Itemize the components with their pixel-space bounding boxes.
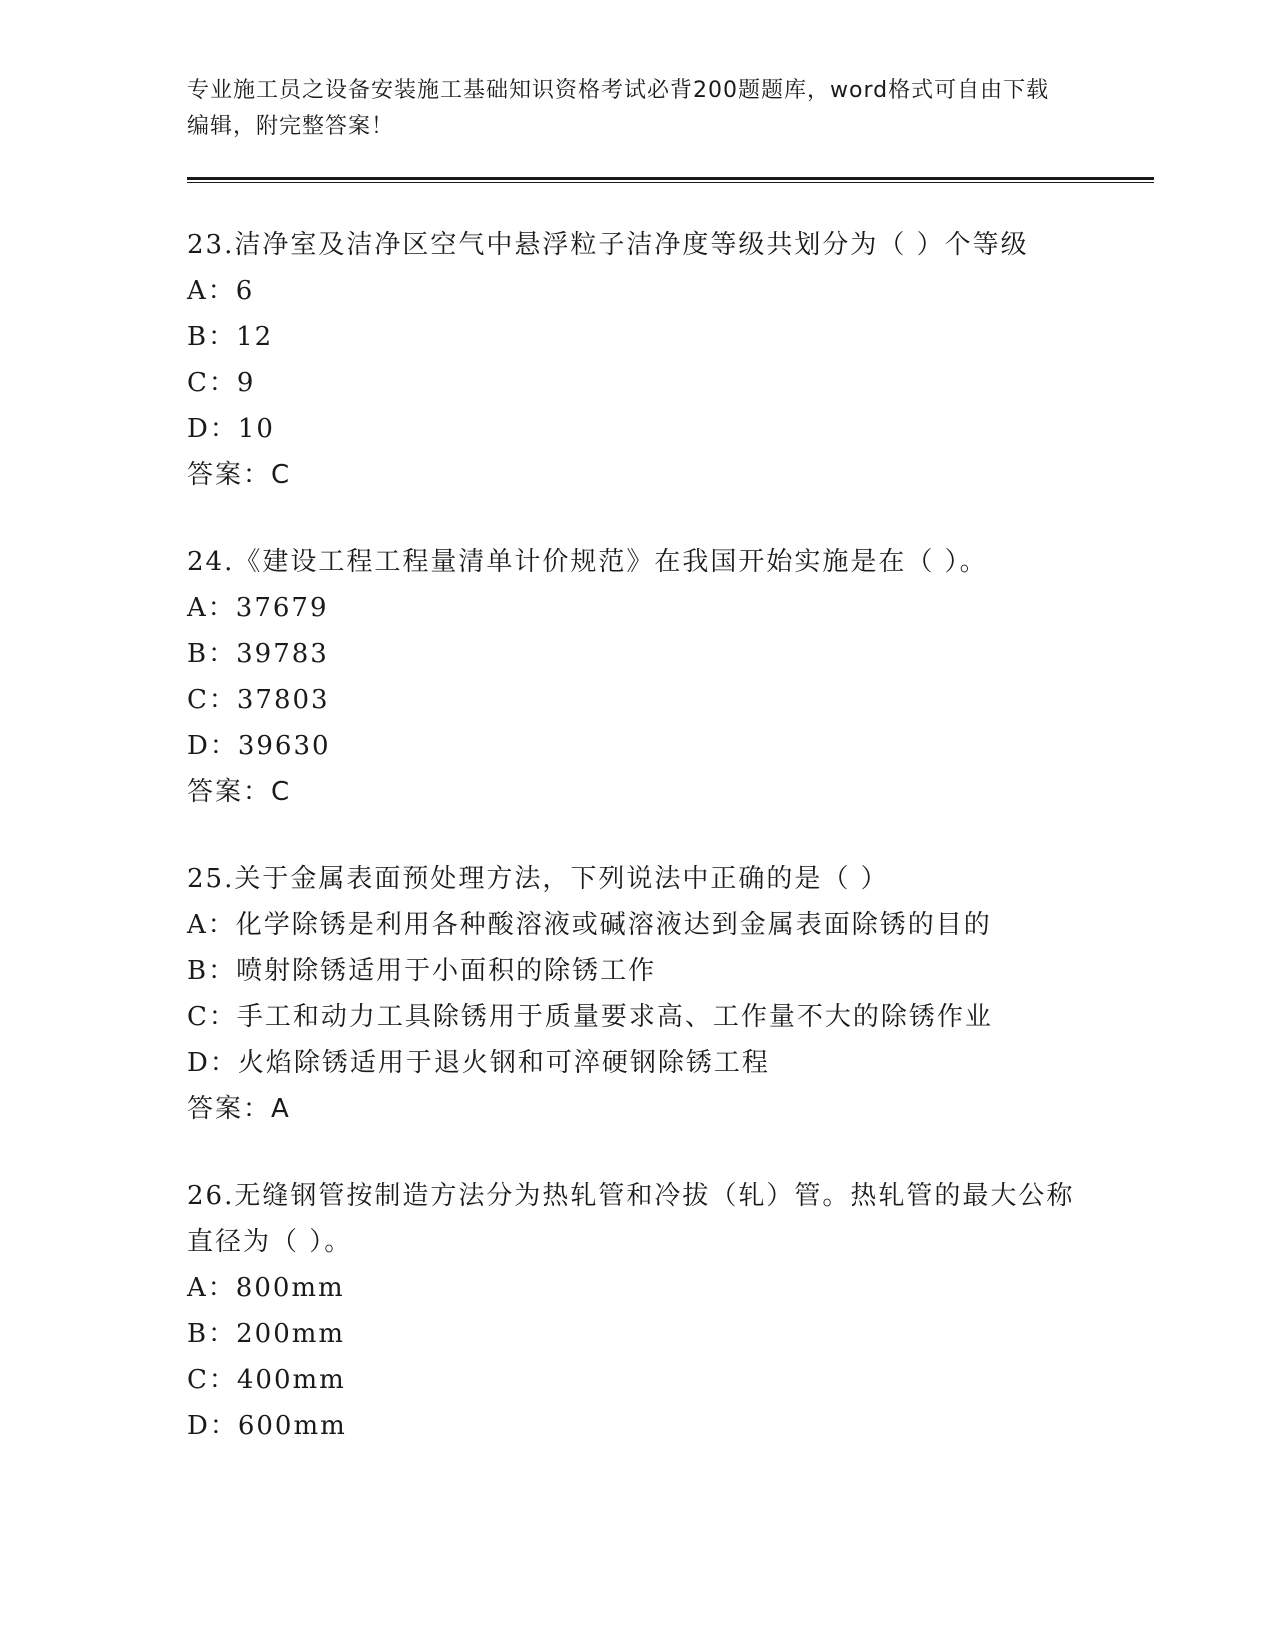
option-a: A：800mm — [187, 1273, 345, 1303]
option-b: B：喷射除锈适用于小面积的除锈工作 — [187, 956, 657, 986]
question-24 — [187, 539, 1087, 815]
question-23 — [187, 222, 1087, 498]
option-c: C：37803 — [187, 685, 330, 715]
option-d: D：10 — [187, 414, 275, 444]
answer-line: 答案：C — [187, 777, 292, 807]
option-b: B：39783 — [187, 639, 329, 669]
option-d: D：600mm — [187, 1411, 347, 1441]
option-d: D：39630 — [187, 731, 331, 761]
header-divider-thin — [187, 182, 1154, 183]
question-stem: 25.关于金属表面预处理方法，下列说法中正确的是（ ） — [187, 864, 889, 894]
question-stem: 26.无缝钢管按制造方法分为热轧管和冷拔（轧）管。热轧管的最大公称直径为（ ）。 — [187, 1181, 1075, 1257]
option-a: A：化学除锈是利用各种酸溶液或碱溶液达到金属表面除锈的目的 — [187, 910, 992, 940]
option-a: A：6 — [187, 276, 255, 306]
question-26 — [187, 1173, 1087, 1449]
option-a: A：37679 — [187, 593, 329, 623]
document-header: 专业施工员之设备安装施工基础知识资格考试必背200题题库，word格式可自由下载编辑，附完整答案！ — [187, 78, 1050, 139]
option-d: D：火焰除锈适用于退火钢和可淬硬钢除锈工程 — [187, 1048, 770, 1078]
question-stem: 24.《建设工程工程量清单计价规范》在我国开始实施是在（ ）。 — [187, 547, 988, 577]
answer-line: 答案：C — [187, 460, 292, 490]
option-b: B：12 — [187, 322, 274, 352]
option-c: C：400mm — [187, 1365, 346, 1395]
answer-line: 答案：A — [187, 1094, 291, 1124]
header-divider-thick — [187, 177, 1154, 180]
option-c: C：9 — [187, 368, 256, 398]
option-c: C：手工和动力工具除锈用于质量要求高、工作量不大的除锈作业 — [187, 1002, 993, 1032]
option-b: B：200mm — [187, 1319, 346, 1349]
question-25 — [187, 856, 1087, 1132]
question-stem: 23.洁净室及洁净区空气中悬浮粒子洁净度等级共划分为（ ）个等级 — [187, 230, 1029, 260]
